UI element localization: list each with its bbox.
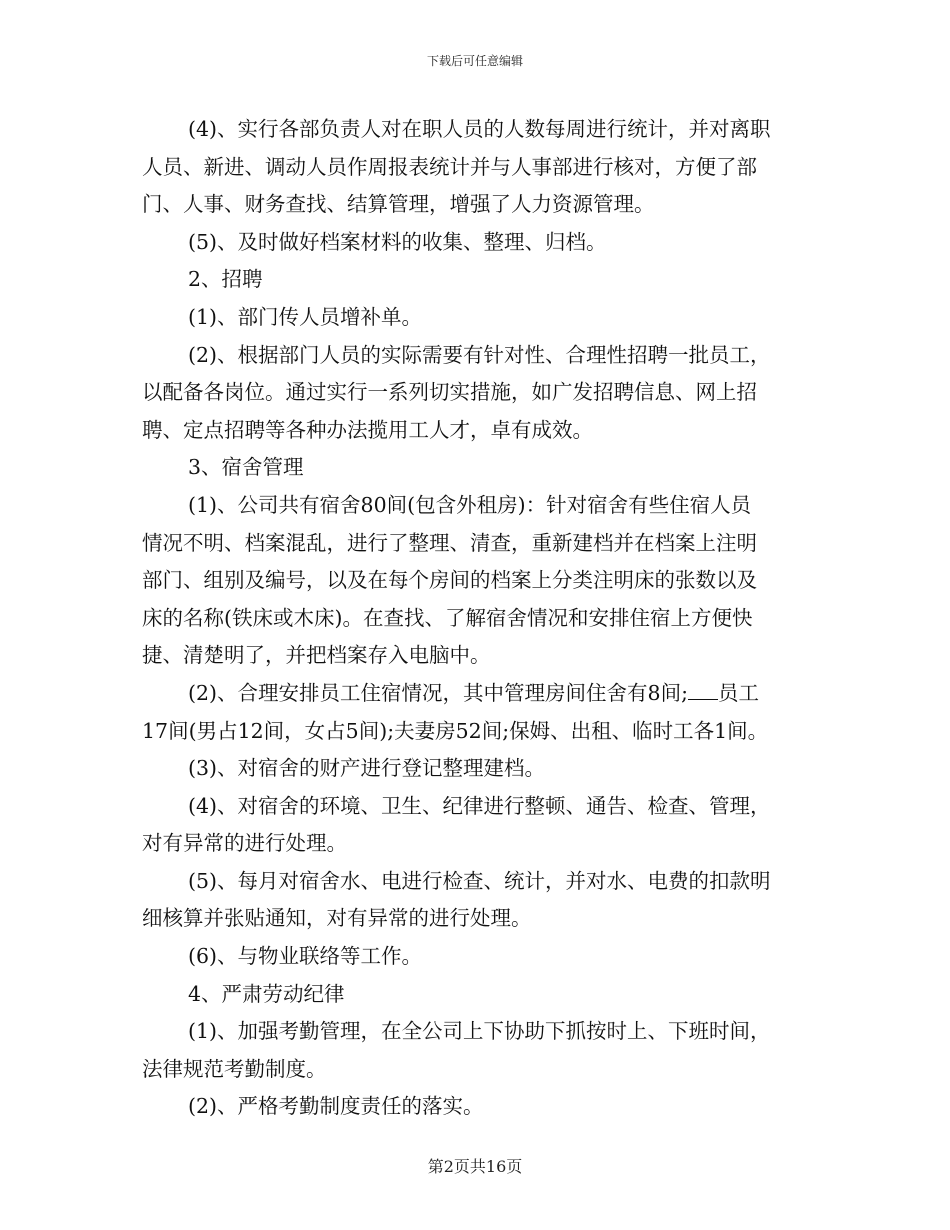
text-line: 17间(男占12间，女占5间);夫妻房52间;保姆、出租、临时工各1间。 xyxy=(142,718,769,743)
text-line: (1)、公司共有宿舍80间(包含外租房)：针对宿舍有些住宿人员 xyxy=(188,492,752,517)
text-line: 聘、定点招聘等各种办法揽用工人才，卓有成效。 xyxy=(142,417,593,442)
text-line: (4)、对宿舍的环境、卫生、纪律进行整顿、通告、检查、管理， xyxy=(188,793,771,818)
text-line xyxy=(142,675,842,713)
text-line: 捷、清楚明了，并把档案存入电脑中。 xyxy=(142,643,491,668)
text-line: 法律规范考勤制度。 xyxy=(142,1056,327,1081)
section-heading: 4、严肃劳动纪律 xyxy=(188,981,345,1006)
text-line: 以配备各岗位。通过实行一系列切实措施，如广发招聘信息、网上招 xyxy=(142,380,757,405)
text-line: 对有异常的进行处理。 xyxy=(142,831,347,856)
text-line: (5)、每月对宿舍水、电进行检查、统计，并对水、电费的扣款明 xyxy=(188,868,771,893)
document-body xyxy=(142,111,842,1126)
text-line: (1)、部门传人员增补单。 xyxy=(188,304,423,329)
text-line: 细核算并张贴通知，对有异常的进行处理。 xyxy=(142,906,532,931)
page-footer: 第2页共16页 xyxy=(427,1157,523,1176)
section-heading: 3、宿舍管理 xyxy=(188,455,304,480)
text-line: (2)、根据部门人员的实际需要有针对性、合理性招聘一批员工， xyxy=(188,342,771,367)
text-line: 人员、新进、调动人员作周报表统计并与人事部进行核对，方便了部 xyxy=(142,154,757,179)
text-line: (3)、对宿舍的财产进行登记整理建档。 xyxy=(188,756,546,781)
text-line: (5)、及时做好档案材料的收集、整理、归档。 xyxy=(188,229,607,254)
text-line: (2)、严格考勤制度责任的落实。 xyxy=(188,1094,484,1119)
text-line-end: 员工 xyxy=(718,680,759,705)
text-line: (1)、加强考勤管理，在全公司上下协助下抓按时上、下班时间， xyxy=(188,1019,771,1044)
text-line: 情况不明、档案混乱，进行了整理、清查，重新建档并在档案上注明 xyxy=(142,530,757,555)
text-line: 门、人事、财务查找、结算管理，增强了人力资源管理。 xyxy=(142,192,655,217)
text-line-start: (2)、合理安排员工住宿情况，其中管理房间住舍有8间; xyxy=(188,680,688,705)
text-line: (4)、实行各部负责人对在职人员的人数每周进行统计，并对离职 xyxy=(188,117,771,141)
text-line: 部门、组别及编号，以及在每个房间的档案上分类注明床的张数以及 xyxy=(142,568,757,593)
fill-in-blank xyxy=(688,681,718,700)
text-line: 床的名称(铁床或木床)。在查找、了解宿舍情况和安排住宿上方便快 xyxy=(142,605,753,630)
text-line: (6)、与物业联络等工作。 xyxy=(188,944,423,969)
page-header: 下载后可任意编辑 xyxy=(426,54,523,68)
section-heading: 2、招聘 xyxy=(188,267,263,292)
